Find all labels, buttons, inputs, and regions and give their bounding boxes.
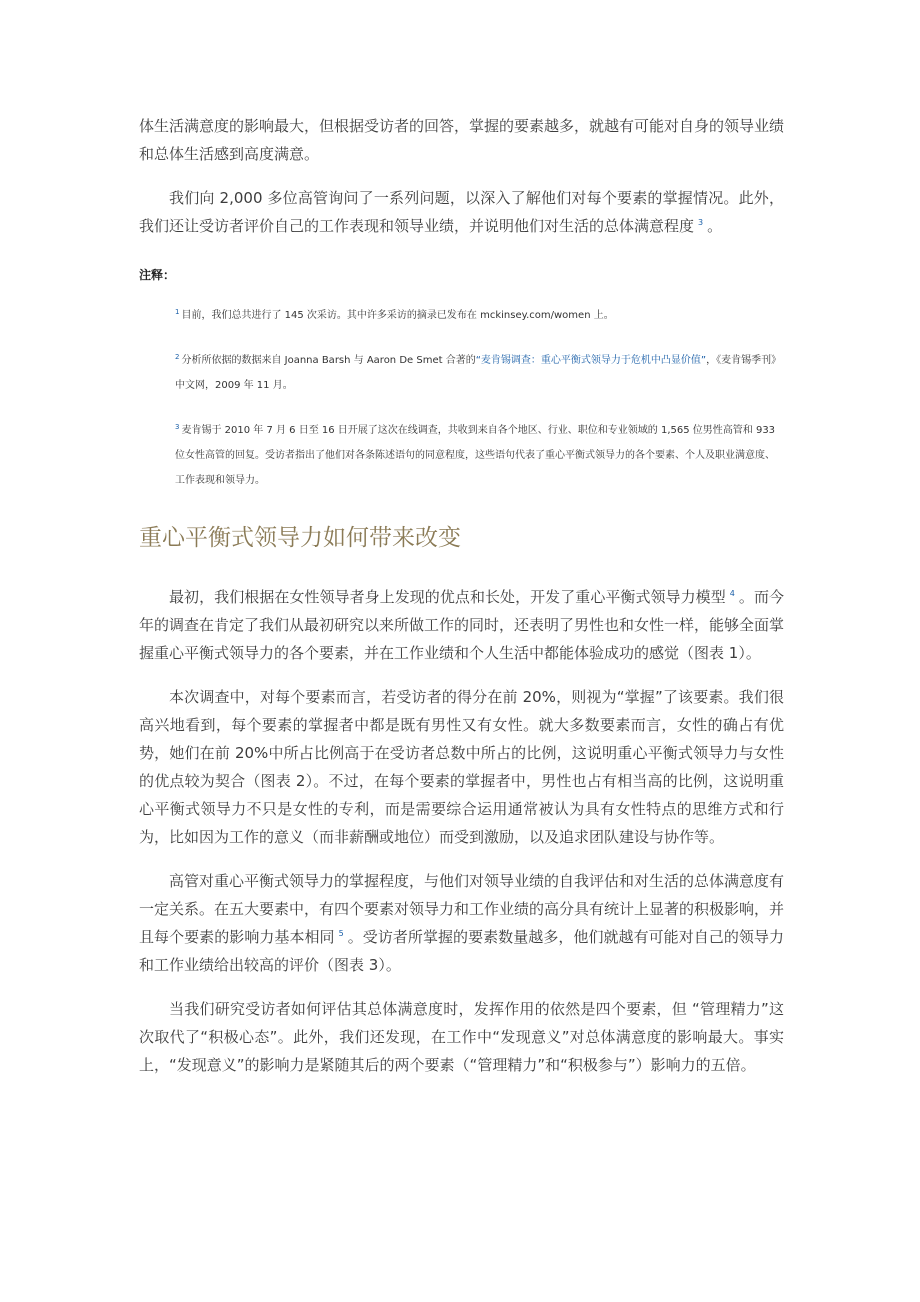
intro-paragraph-2-end: 。 [707, 217, 723, 235]
footnote-1-number: 1 [175, 307, 180, 316]
section-paragraph-4: 当我们研究受访者如何评估其总体满意度时，发挥作用的依然是四个要素，但 “管理精力”这次取代了“积极心态”。此外，我们还发现，在工作中“发现意义”对总体满意度的影响最大。事实上，“发现意义”的影响力是紧随其后的两个要素（“管理精力”和“积极参与”）影响力的五倍。 [139, 1000, 784, 1074]
footnote-2-link[interactable]: “麦肯锡调查：重心平衡式领导力于危机中凸显价值” [475, 355, 707, 366]
footnote-ref-3[interactable]: 3 [698, 218, 704, 227]
section-paragraph-3-text-b: 。受访者所掌握的要素数量越多，他们就越有可能对自己的领导力和工作业绩给出较高的评价（图表 3）。 [139, 928, 784, 974]
footnote-ref-5[interactable]: 5 [338, 929, 344, 938]
footnote-1 [139, 303, 784, 328]
section-paragraph-1-text-b: 。而今年的调查在肯定了我们从最初研究以来所做工作的同时，还表明了男性也和女性一样，能够全面掌握重心平衡式领导力的各个要素，并在工作业绩和个人生活中都能体验成功的感觉（图表 1）。 [139, 588, 785, 662]
footnote-3-number: 3 [175, 422, 180, 431]
footnote-3 [139, 418, 784, 493]
section-paragraph-1-text-a: 最初，我们根据在女性领导者身上发现的优点和长处，开发了重心平衡式领导力模型 [169, 588, 726, 606]
section-paragraph-1 [139, 583, 784, 667]
footnote-ref-4[interactable]: 4 [729, 589, 735, 598]
section-title: 重心平衡式领导力如何带来改变 [139, 525, 461, 551]
section-paragraph-3-text-a: 高管对重心平衡式领导力的掌握程度，与他们对领导业绩的自我评估和对生活的总体满意度有一定关系。在五大要素中，有四个要素对领导力和工作业绩的高分具有统计上显著的积极影响，并且每个要素的影响力基本相同 [139, 872, 785, 946]
footnote-1-text: 目前，我们总共进行了 145 次采访。其中许多采访的摘录已发布在 mckinsey.com/women 上。 [181, 310, 614, 321]
footnote-2-number: 2 [175, 352, 180, 361]
intro-paragraph-1: 体生活满意度的影响最大，但根据受访者的回答，掌握的要素越多，就越有可能对自身的领导业绩和总体生活感到高度满意。 [139, 117, 785, 163]
intro-paragraph-2 [139, 184, 784, 240]
section-paragraph-3 [139, 867, 784, 979]
footnote-2-text-b: ，《麦肯锡季刊》中文网，2009 年 11 月。 [175, 355, 782, 391]
notes-heading: 注释： [139, 268, 176, 282]
footnote-2-text-a: 分析所依据的数据来自 Joanna Barsh 与 Aaron De Smet 合著的 [181, 355, 476, 366]
section-paragraph-2: 本次调查中，对每个要素而言，若受访者的得分在前 20%，则视为“掌握”了该要素。我们很高兴地看到，每个要素的掌握者中都是既有男性又有女性。就大多数要素而言，女性的确占有优势，她们在前 20%中所占比例高于在受访者总数中所占的比例，这说明重心平衡式领导力与女性的优点较为契合（图表 2）。不过，在每个要素的掌握者中，男性也占有相当高的比例，这说明重心平衡式领导力不只是女性的专利，而是需要综合运用通常被认为具有女性特点的思维方式和行为，比如因为工作的意义（而非薪酬或地位）而受到激励，以及追求团队建设与协作等。 [139, 688, 784, 846]
footnote-3-text: 麦肯锡于 2010 年 7 月 6 日至 16 日开展了这次在线调查，共收到来自各个地区、行业、职位和专业领域的 1,565 位男性高管和 933 位女性高管的回复。受访者指出了他们对各条陈述语句的同意程度，这些语句代表了重心平衡式领导力的各个要素、个人及职业满意度、工作表现和领导力。 [175, 425, 776, 486]
intro-paragraph-2-text: 我们向 2,000 多位高管询问了一系列问题，以深入了解他们对每个要素的掌握情况。此外，我们还让受访者评价自己的工作表现和领导业绩，并说明他们对生活的总体满意程度 [139, 189, 784, 235]
article-body [139, 112, 784, 1079]
footnote-2 [139, 348, 784, 398]
